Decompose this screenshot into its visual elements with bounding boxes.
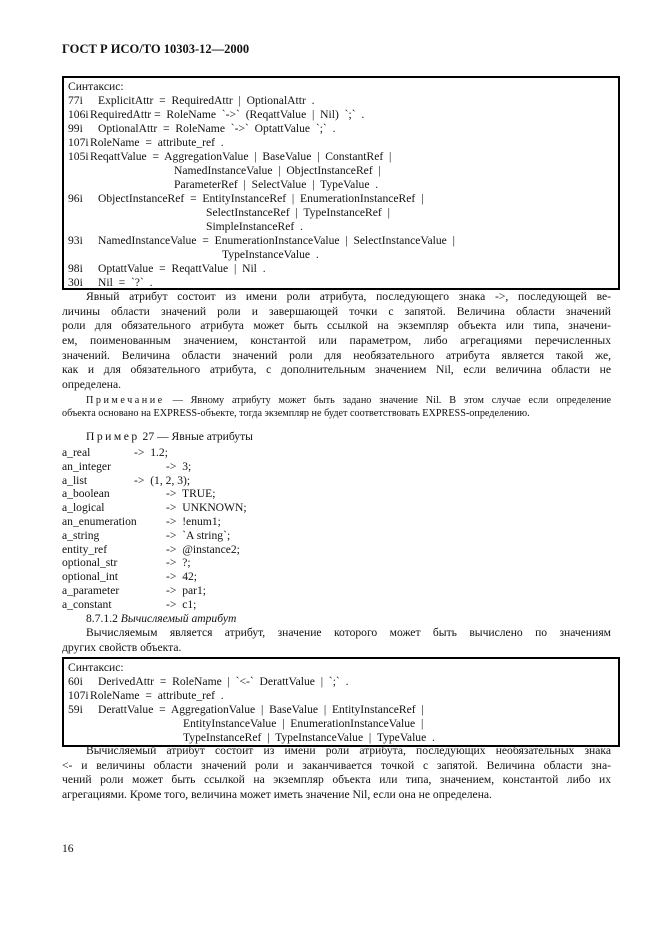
attr-name: a_real xyxy=(62,446,91,459)
attr-name: optional_str xyxy=(62,556,118,570)
rule-number: 93i xyxy=(68,234,83,247)
attr-name: a_list xyxy=(62,473,88,487)
rule-text: SelectInstanceRef | TypeInstanceRef | xyxy=(206,206,390,219)
document-header: ГОСТ Р ИСО/ТО 10303-12—2000 xyxy=(62,42,250,56)
rule-text: TypeInstanceRef | TypeInstanceValue | TypeValue . xyxy=(183,731,435,744)
attr-value: -> (1, 2, 3); xyxy=(134,473,191,487)
rule-number: 96i xyxy=(68,192,83,205)
rule-text: NamedInstanceValue = EnumerationInstanceValue | SelectInstanceValue | xyxy=(98,234,455,247)
attr-value: -> TRUE; xyxy=(166,487,216,501)
rule-text: OptattValue = ReqattValue | Nil . xyxy=(98,262,266,275)
syntax-box-derived xyxy=(62,657,620,747)
section-heading xyxy=(86,612,236,625)
attr-name: an_integer xyxy=(62,459,111,473)
rule-text: NamedInstanceValue | ObjectInstanceRef | xyxy=(174,164,381,177)
attr-value: -> UNKNOWN; xyxy=(166,501,247,515)
paragraph-line: <- и величины области значений роли и заканчивается точкой с запятой. Величина области зна- xyxy=(62,758,611,772)
rule-text: TypeInstanceValue . xyxy=(222,248,319,261)
attr-value: -> 1.2; xyxy=(134,446,168,459)
example-heading xyxy=(86,430,253,443)
rule-text: EntityInstanceValue | EnumerationInstanceValue | xyxy=(183,717,424,730)
attr-value: -> c1; xyxy=(166,597,197,611)
attr-name: a_string xyxy=(62,528,100,542)
rule-text: Nil = `?` . xyxy=(98,276,153,289)
syntax-title: Синтаксис: xyxy=(68,80,124,93)
rule-number: 99i xyxy=(68,122,83,135)
paragraph-line: ем, поименованным значением, константой или параметром, либо агрегациями перечисленных xyxy=(62,334,611,348)
rule-number: 107i xyxy=(68,689,89,702)
rule-text: DerivedAttr = RoleName | `<-` DerattValue | `;` . xyxy=(98,675,349,688)
paragraph-line: агрегациями. Кроме того, величина может иметь значение Nil, если она не определена. xyxy=(62,788,492,802)
attr-value: -> 42; xyxy=(166,570,198,584)
note-text: объекта основано на EXPRESS-объекте, тогда экземпляр не будет соответствовать EXPRESS-определению. xyxy=(62,408,530,419)
attr-name: a_logical xyxy=(62,501,105,515)
paragraph-line: значений. Величина области значений роли для необязательного атрибута является такой же, xyxy=(62,348,611,362)
example-code xyxy=(62,446,362,612)
paragraph-line: Вычисляемым является атрибут, значение которого может быть вычислено по значениям xyxy=(86,626,611,639)
attr-name: a_boolean xyxy=(62,487,110,501)
paragraph-line: других свойств объекта. xyxy=(62,640,182,654)
rule-number: 107i xyxy=(68,136,89,149)
rule-text: DerattValue = AggregationValue | BaseValue | EntityInstanceRef | xyxy=(98,703,424,716)
note-label: Примечание xyxy=(86,395,165,406)
example-label: Пример xyxy=(86,430,140,443)
section-title: Вычисляемый атрибут xyxy=(120,612,237,625)
attr-name: entity_ref xyxy=(62,542,108,556)
section-number: 8.7.1.2 xyxy=(86,612,118,625)
rule-number: 106i xyxy=(68,108,89,121)
rule-number: 60i xyxy=(68,675,83,688)
rule-number: 105i xyxy=(68,150,89,163)
rule-number: 77i xyxy=(68,94,83,107)
note-text: — Явному атрибуту может быть задано значение Nil. В этом случае если определение xyxy=(164,395,611,406)
rule-text: SimpleInstanceRef . xyxy=(206,220,303,233)
page-number: 16 xyxy=(62,842,74,855)
paragraph-line: Явный атрибут состоит из имени роли атрибута, последующего знака ->, последующей ве- xyxy=(86,290,611,303)
example-title: 27 — Явные атрибуты xyxy=(139,430,253,443)
rule-text: ReqattValue = AggregationValue | BaseValue | ConstantRef | xyxy=(90,150,392,163)
rule-text: RoleName = attribute_ref . xyxy=(90,689,224,702)
paragraph-line: личины области значений роли и завершающей точки с запятой. Величина области значений xyxy=(62,304,611,318)
rule-text: ExplicitAttr = RequiredAttr | OptionalAttr . xyxy=(98,94,315,107)
rule-text: OptionalAttr = RoleName `->` OptattValue `;` . xyxy=(98,122,336,135)
attr-value: -> 3; xyxy=(166,459,192,473)
paragraph-line: роли для обязательного атрибута может быть ссылкой на экземпляр объекта или типа, значени- xyxy=(62,319,611,333)
paragraph-derived-intro xyxy=(62,626,611,655)
note xyxy=(62,394,611,420)
paragraph-line: определена. xyxy=(62,378,122,392)
syntax-box-explicit xyxy=(62,76,620,290)
rule-text: ParameterRef | SelectValue | TypeValue . xyxy=(174,178,379,191)
paragraph-explicit-attribute xyxy=(62,290,611,393)
rule-number: 98i xyxy=(68,262,83,275)
attr-name: optional_int xyxy=(62,570,119,584)
paragraph-derived-attribute xyxy=(62,744,611,803)
attr-value: -> ?; xyxy=(166,556,191,570)
rule-text: ObjectInstanceRef = EntityInstanceRef | EnumerationInstanceRef | xyxy=(98,192,424,205)
attr-name: a_parameter xyxy=(62,583,120,597)
paragraph-line: как и для обязательного атрибута, с дополнительным значением Nil, если величина области не xyxy=(62,363,611,377)
attr-value: -> !enum1; xyxy=(166,514,221,528)
attr-value: -> par1; xyxy=(166,583,207,597)
rule-text: RequiredAttr = RoleName `->` (ReqattValue | Nil) `;` . xyxy=(90,108,365,121)
rule-number: 30i xyxy=(68,276,83,289)
attr-value: -> `A string`; xyxy=(166,528,231,542)
attr-value: -> @instance2; xyxy=(166,542,240,556)
rule-text: RoleName = attribute_ref . xyxy=(90,136,224,149)
rule-number: 59i xyxy=(68,703,83,716)
paragraph-line: чений роли может быть ссылкой на экземпляр объекта или типа, значением, константой либо их xyxy=(62,773,611,787)
attr-name: a_constant xyxy=(62,597,112,611)
paragraph-line: Вычисляемый атрибут состоит из имени роли атрибута, последующих необязательных знака xyxy=(86,744,611,757)
attr-name: an_enumeration xyxy=(62,514,137,528)
syntax-title: Синтаксис: xyxy=(68,661,124,674)
